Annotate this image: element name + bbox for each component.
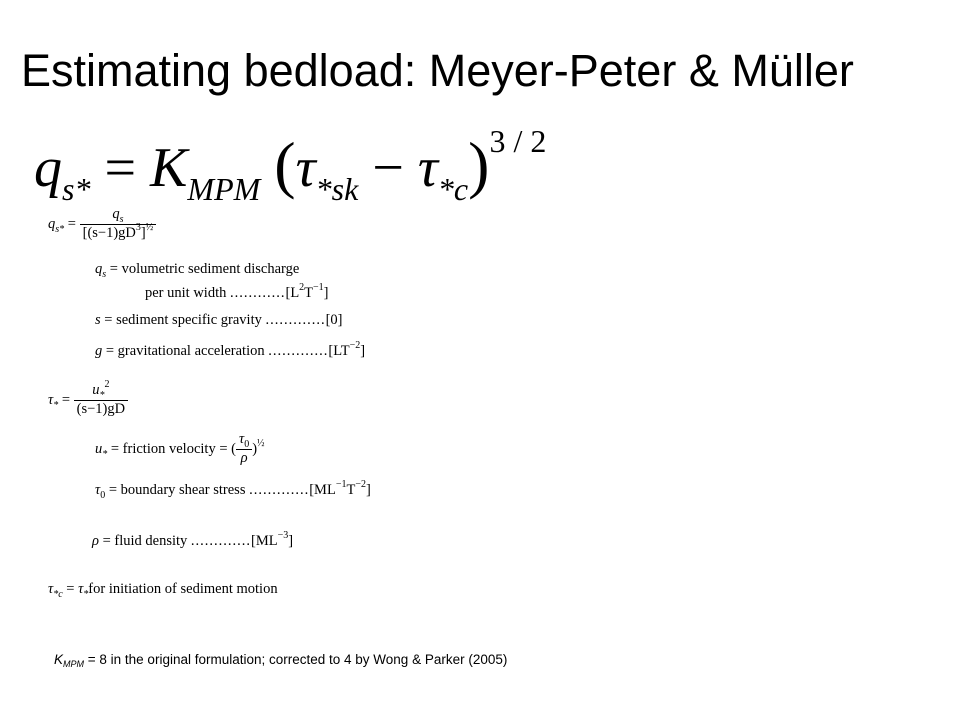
qs-star-definition: $q_{s*}$ = $\frac{q_s}{[(s-1)gD^3]^{\frac{1}{2}}}$: [48, 207, 156, 242]
slide-title: Estimating bedload: Meyer-Peter & Müller: [21, 45, 854, 96]
friction-velocity-definition: $u_*$ = friction velocity = ( $\frac{\tau_0}{\rho}$ )$^{\frac{1}{2}}$: [95, 431, 265, 466]
mpm-equation: $q_{s*} = K_{MPM}$ $(\tau_{*sk} - \tau_{*c})^{3 / 2}$: [34, 123, 547, 207]
tau0-definition: $\tau_0$ = boundary shear stress $.............[ML^{-1}T^{-2}]$: [95, 479, 371, 501]
rho-definition: ρ = fluid density $.............[ML^{-3}]$: [92, 530, 294, 549]
qs-definition: $q_s$ = volumetric sediment discharge: [95, 261, 300, 280]
footnote: $K_{MPM} = 8$ in the original formulation; corrected to 4 by Wong & Parker (2005): [54, 652, 508, 669]
qs-definition-units: per unit width $............[L^2T^{-1}]$: [145, 282, 329, 301]
tau-star-definition: $\tau_*$ = $\frac{u_*^2}{(s-1)gD}$: [48, 383, 128, 418]
s-definition: s = sediment specific gravity .............[0]: [95, 312, 343, 328]
g-definition: g = gravitational acceleration $.............[LT^{-2}]$: [95, 340, 366, 359]
tau-critical-definition: $\tau_{*c} = \tau_*for$ initiation of sediment motion: [48, 581, 278, 600]
